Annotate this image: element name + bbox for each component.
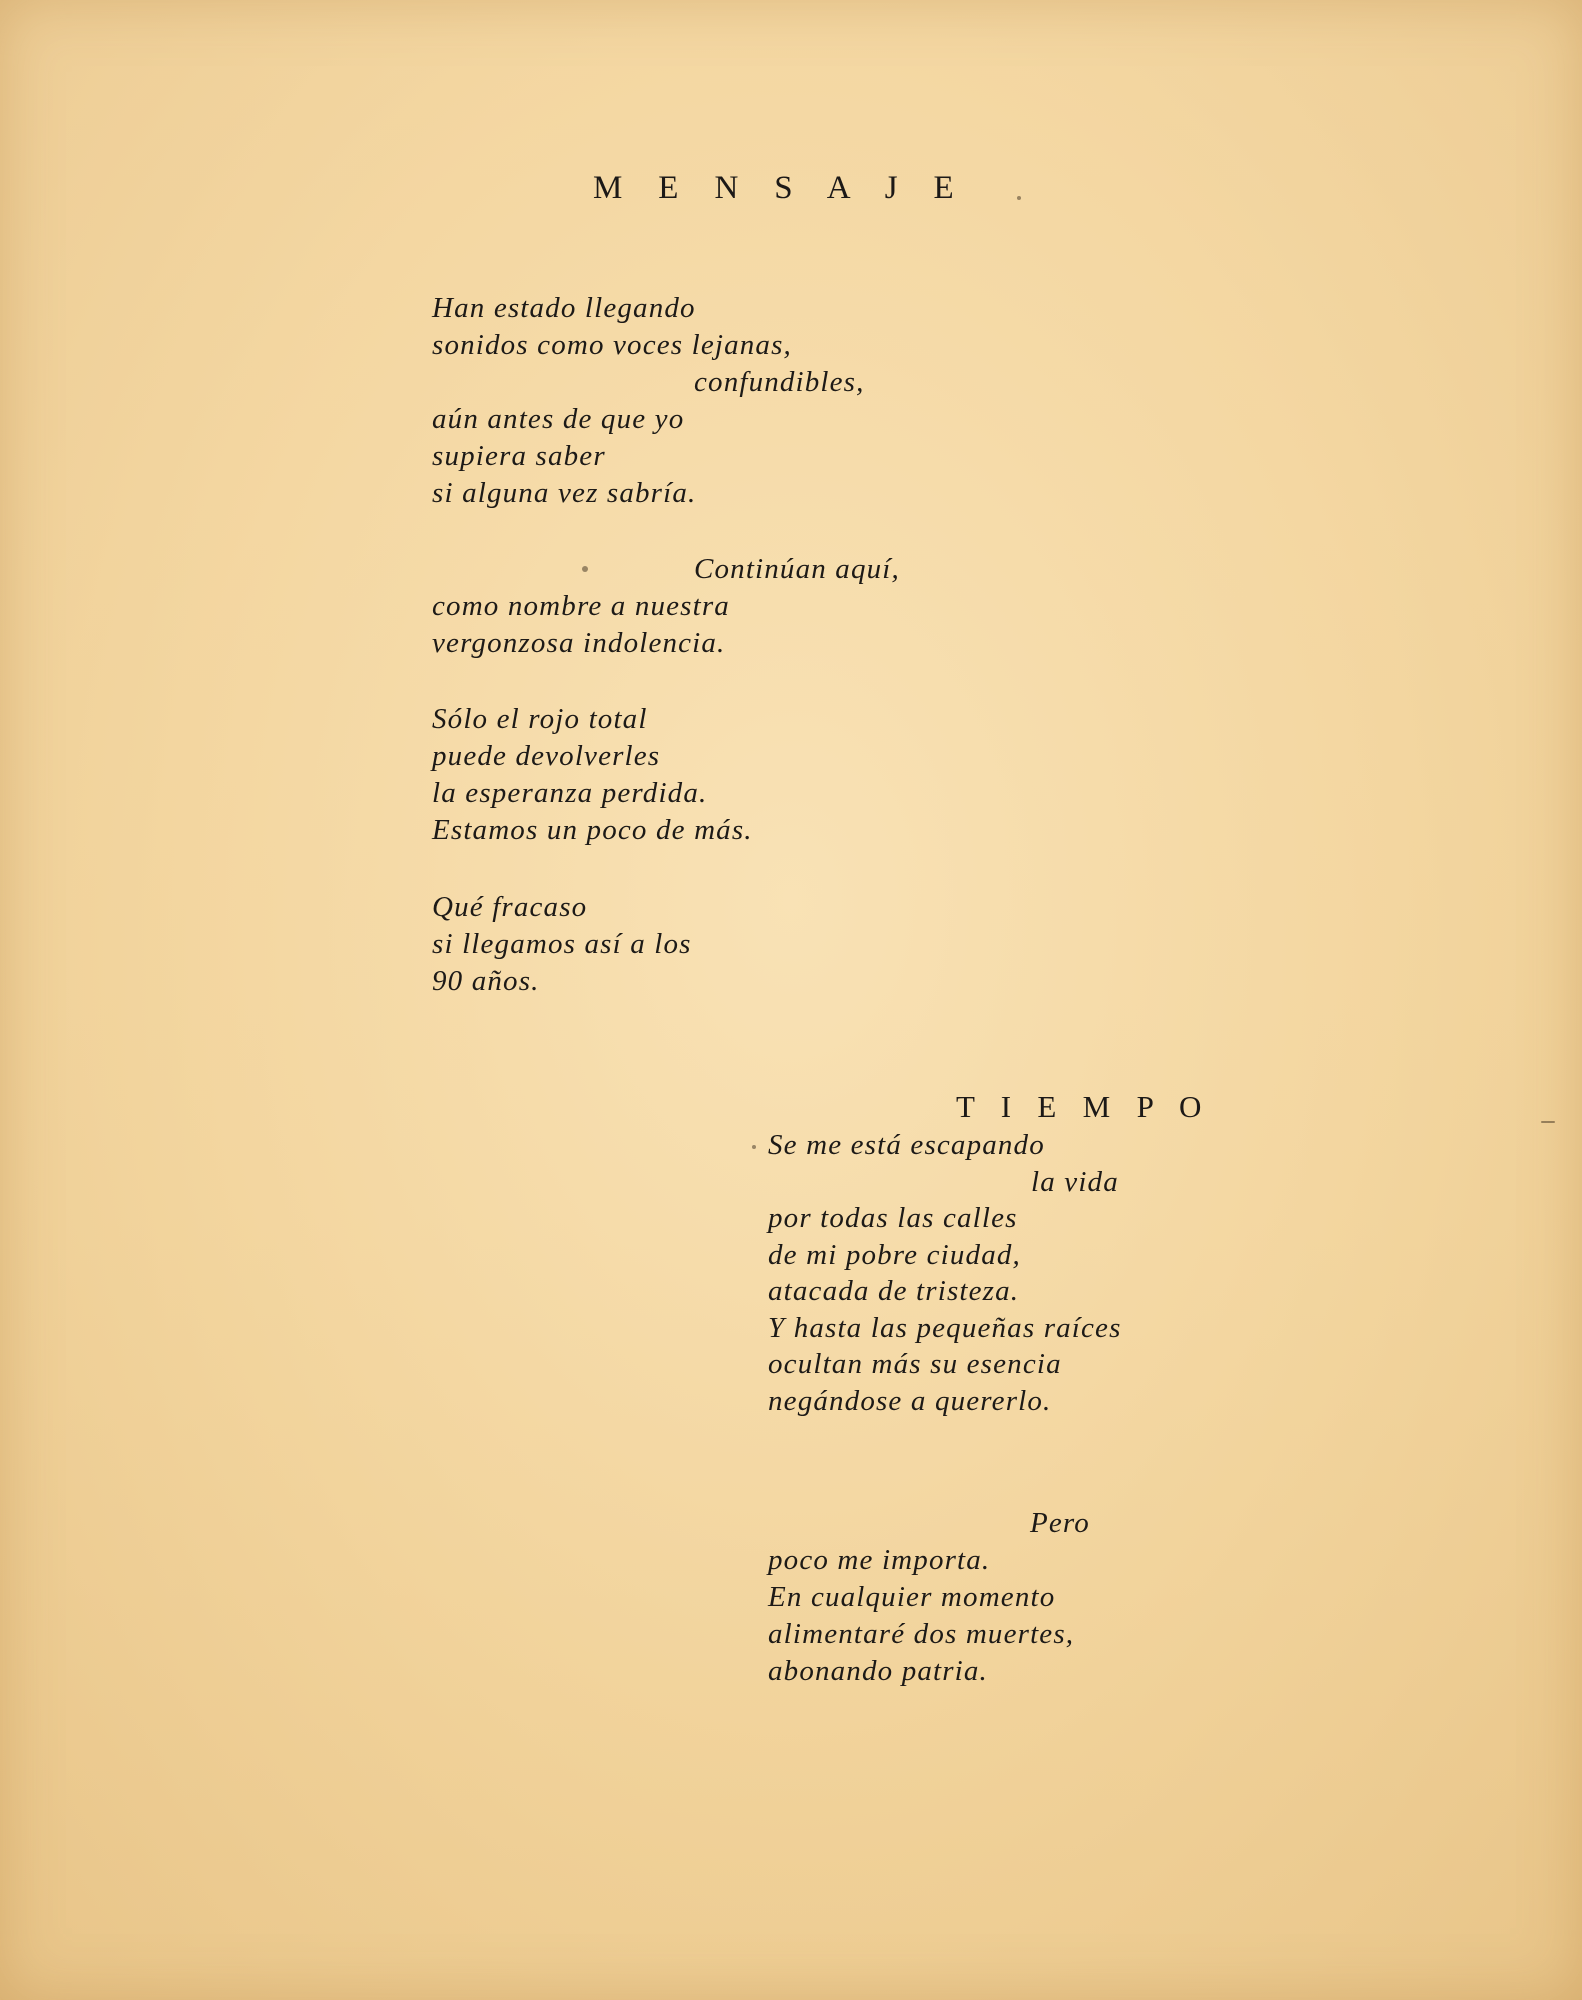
poem-line: si llegamos así a los <box>432 928 692 960</box>
poem-line: Y hasta las pequeñas raíces <box>768 1311 1122 1344</box>
paper-speck <box>582 566 588 572</box>
poem-line: Estamos un poco de más. <box>432 814 753 846</box>
poem-line: Qué fracaso <box>432 891 588 923</box>
poem-line: ocultan más su esencia <box>768 1348 1062 1380</box>
poem-line: aún antes de que yo <box>432 403 685 435</box>
stanza-mensaje-1 <box>432 290 865 512</box>
poem-line: alimentaré dos muertes, <box>768 1618 1075 1650</box>
poem-line: por todas las calles <box>768 1202 1018 1234</box>
poem-line: Sólo el rojo total <box>432 703 648 735</box>
poem-line: 90 años. <box>432 965 540 997</box>
poem-line: la vida <box>1031 1165 1119 1198</box>
poem-line: Continúan aquí, <box>694 553 900 585</box>
poem-line: supiera saber <box>432 440 606 472</box>
poem-line: poco me importa. <box>768 1544 991 1576</box>
stanza-tiempo-1 <box>768 1127 1122 1419</box>
poem-line: atacada de tristeza. <box>768 1275 1020 1307</box>
poem-line: sonidos como voces lejanas, <box>432 329 792 361</box>
poem-line: Se me está escapando <box>768 1129 1045 1161</box>
poem-line: Han estado llegando <box>432 292 696 324</box>
poem-line: si alguna vez sabría. <box>432 477 697 509</box>
stanza-mensaje-3 <box>432 701 753 849</box>
poem-line: vergonzosa indolencia. <box>432 627 726 659</box>
stanza-mensaje-2 <box>432 551 900 662</box>
poem-line: abonando patria. <box>768 1655 988 1687</box>
paper-speck <box>1541 1121 1555 1123</box>
poem-title-mensaje: M E N S A J E <box>593 170 968 206</box>
poem-line: En cualquier momento <box>768 1581 1056 1613</box>
paper-speck <box>1017 196 1021 200</box>
poem-title-tiempo: T I E M P O <box>956 1089 1211 1124</box>
poem-line: puede devolverles <box>432 740 661 772</box>
poem-line: como nombre a nuestra <box>432 590 730 622</box>
poem-line: negándose a quererlo. <box>768 1384 1052 1417</box>
poem-line: de mi pobre ciudad, <box>768 1238 1021 1271</box>
poem-line: Pero <box>1030 1507 1090 1539</box>
poem-line: la esperanza perdida. <box>432 777 708 809</box>
paper-speck <box>752 1145 756 1149</box>
poem-line: confundibles, <box>694 366 865 398</box>
stanza-tiempo-2 <box>768 1505 1090 1690</box>
stanza-mensaje-4 <box>432 889 692 1000</box>
